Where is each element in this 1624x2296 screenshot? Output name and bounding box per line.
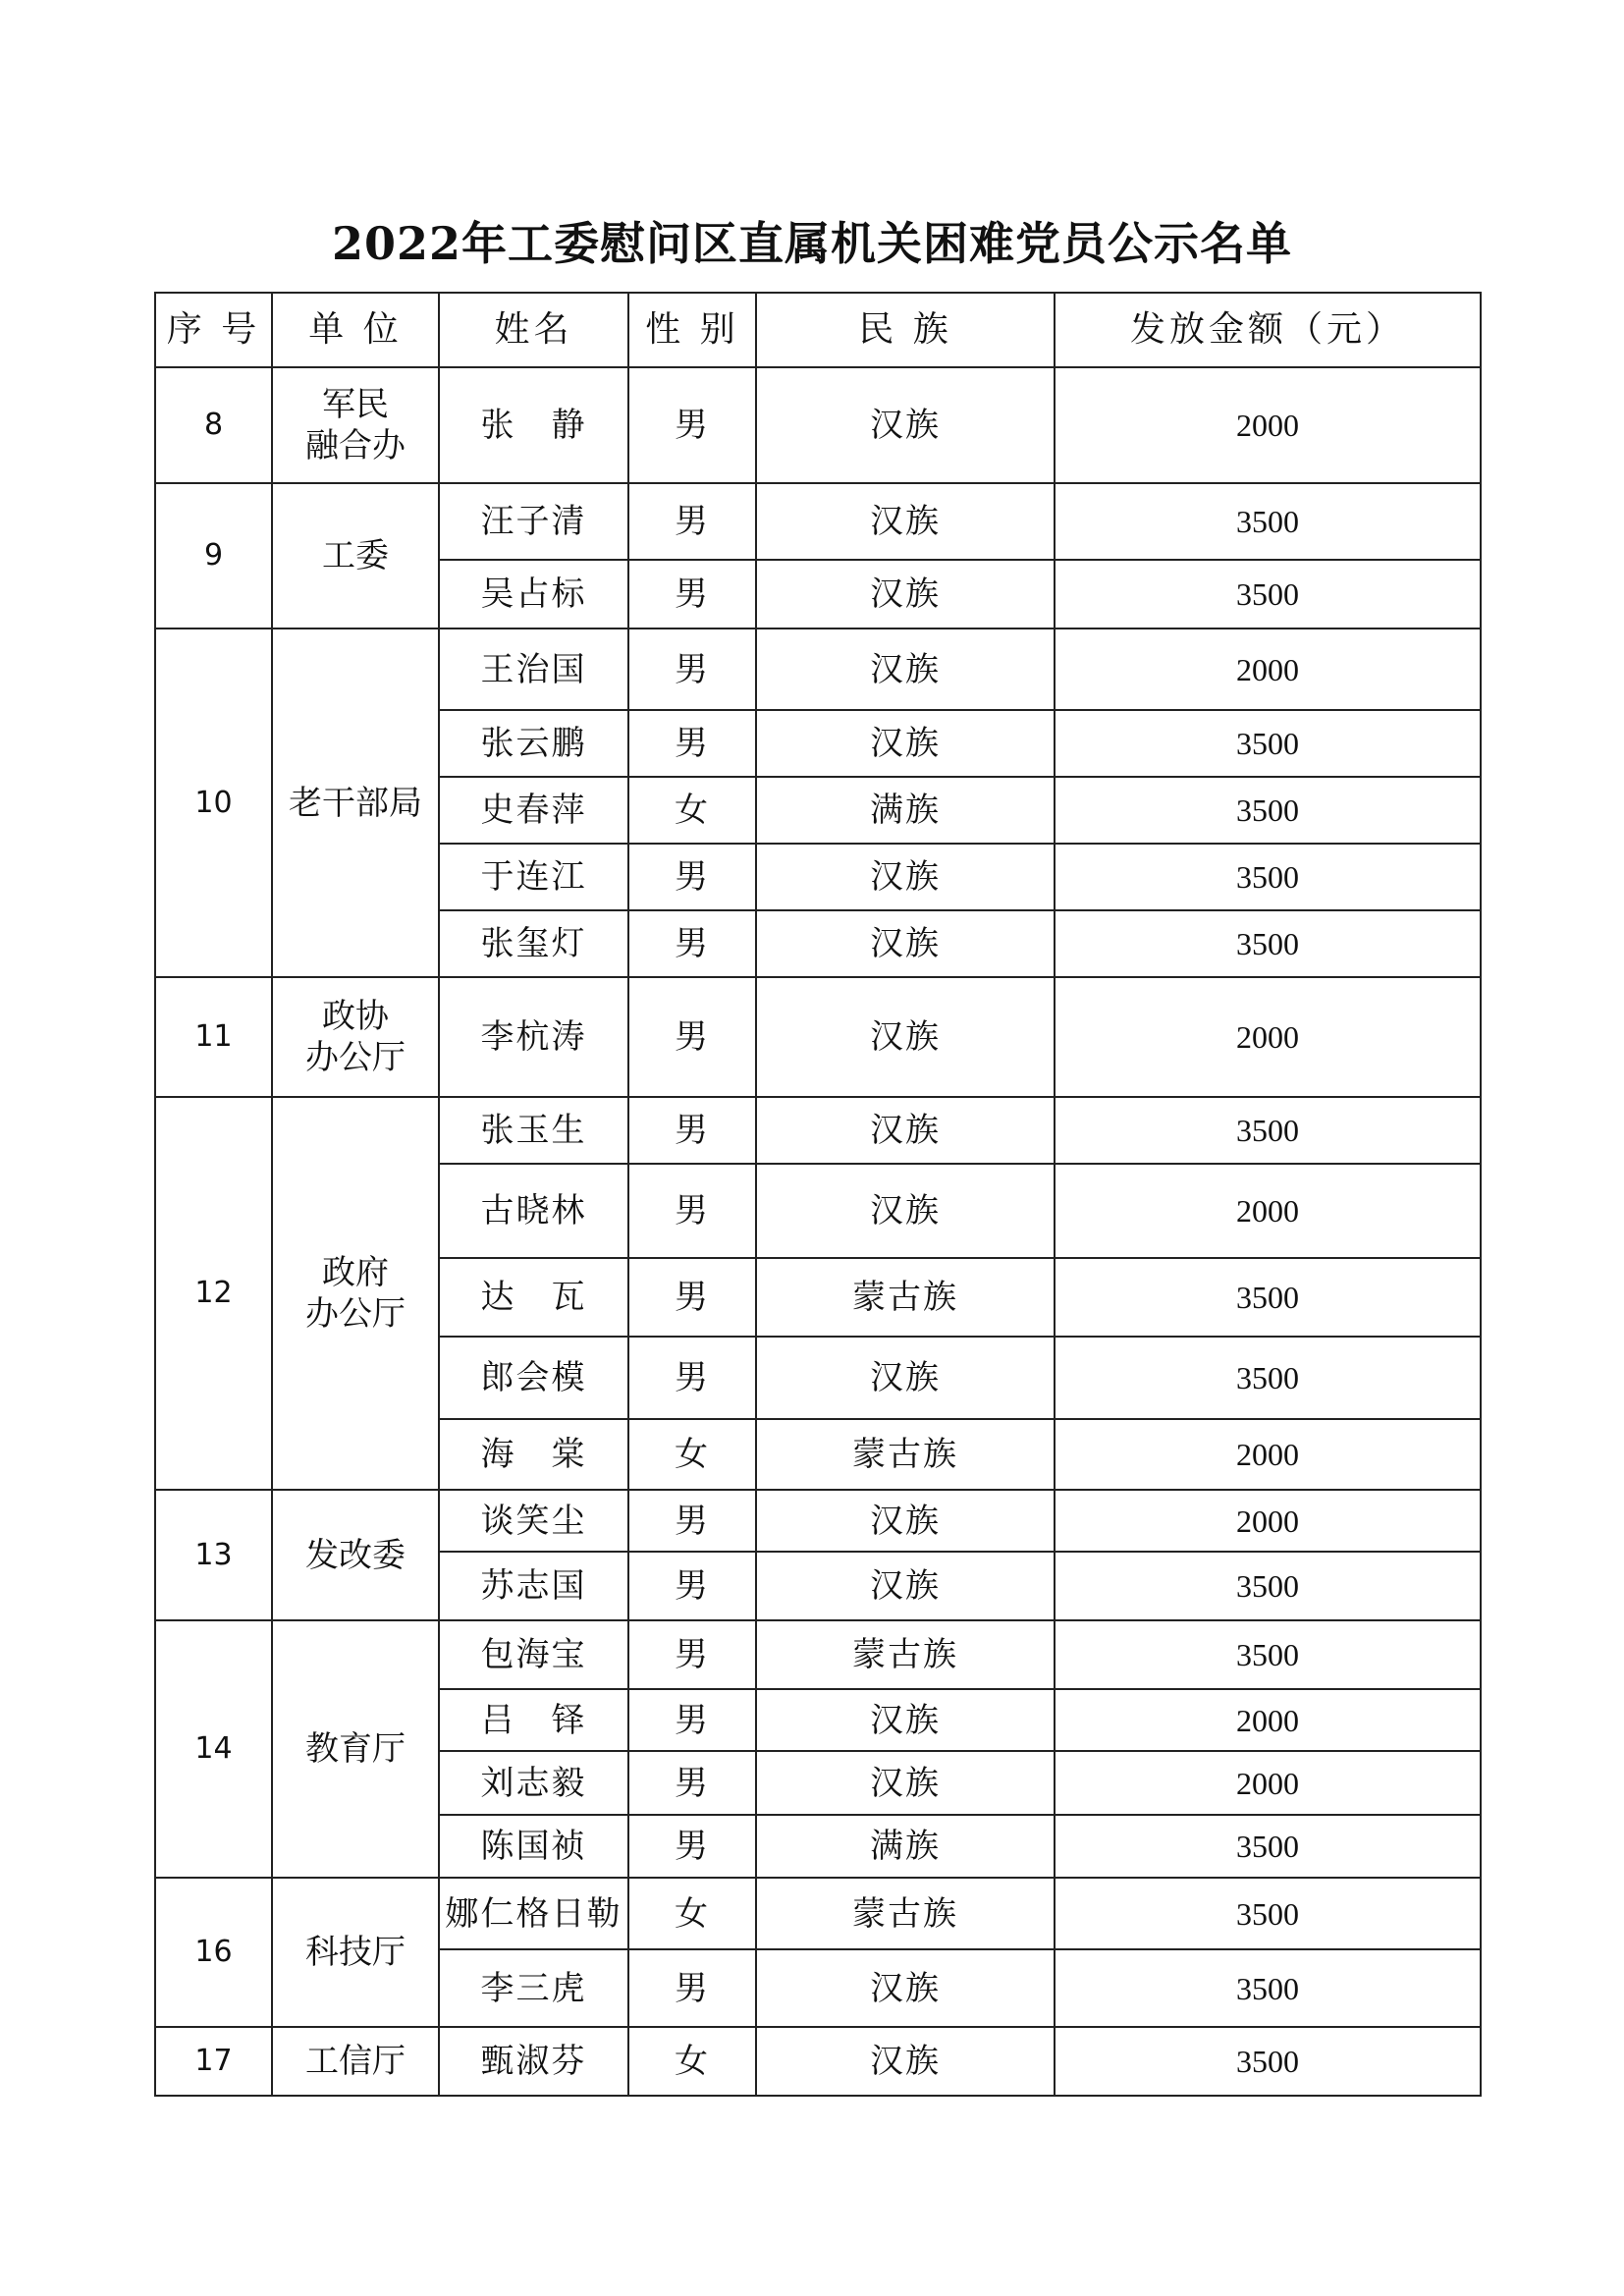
cell-name: 史春萍 <box>439 777 628 844</box>
cell-amount: 3500 <box>1055 1337 1481 1419</box>
cell-gender: 男 <box>628 1097 756 1164</box>
unit-line: 老干部局 <box>289 783 422 823</box>
cell-amount: 3500 <box>1055 1878 1481 1949</box>
cell-name: 古晓林 <box>439 1164 628 1258</box>
cell-amount: 3500 <box>1055 910 1481 977</box>
cell-gender: 男 <box>628 483 756 560</box>
cell-gender: 男 <box>628 1164 756 1258</box>
cell-ethnic: 汉族 <box>756 977 1055 1097</box>
cell-ethnic: 蒙古族 <box>756 1620 1055 1689</box>
cell-ethnic: 汉族 <box>756 1552 1055 1620</box>
cell-amount: 3500 <box>1055 2027 1481 2096</box>
recipient-table <box>154 292 1482 2097</box>
cell-seq: 16 <box>155 1878 272 2027</box>
cell-unit <box>272 367 439 483</box>
cell-amount: 2000 <box>1055 1689 1481 1751</box>
cell-unit <box>272 1620 439 1878</box>
cell-ethnic: 汉族 <box>756 844 1055 910</box>
cell-ethnic: 汉族 <box>756 1337 1055 1419</box>
table-row <box>155 2027 1481 2096</box>
cell-amount: 3500 <box>1055 1815 1481 1878</box>
cell-gender: 男 <box>628 629 756 710</box>
cell-name: 于连江 <box>439 844 628 910</box>
cell-name: 王治国 <box>439 629 628 710</box>
cell-gender: 男 <box>628 1620 756 1689</box>
cell-gender: 男 <box>628 367 756 483</box>
table-row <box>155 1097 1481 1164</box>
cell-gender: 男 <box>628 1490 756 1552</box>
cell-ethnic: 蒙古族 <box>756 1878 1055 1949</box>
cell-name: 刘志毅 <box>439 1751 628 1815</box>
cell-name: 李杭涛 <box>439 977 628 1097</box>
cell-ethnic: 蒙古族 <box>756 1258 1055 1337</box>
cell-gender: 男 <box>628 1689 756 1751</box>
cell-amount: 3500 <box>1055 777 1481 844</box>
cell-unit <box>272 1878 439 2027</box>
table-row <box>155 1490 1481 1552</box>
cell-name: 谈笑尘 <box>439 1490 628 1552</box>
header-amount: 发放金额（元） <box>1055 293 1481 367</box>
cell-gender: 男 <box>628 844 756 910</box>
cell-amount: 2000 <box>1055 1419 1481 1490</box>
unit-line: 政府 <box>322 1253 389 1292</box>
cell-gender: 男 <box>628 1815 756 1878</box>
unit-line: 工委 <box>322 536 389 575</box>
unit-line: 科技厅 <box>305 1933 406 1972</box>
cell-name: 吕 铎 <box>439 1689 628 1751</box>
cell-name: 张 静 <box>439 367 628 483</box>
table-row <box>155 629 1481 710</box>
cell-amount: 3500 <box>1055 483 1481 560</box>
cell-name: 苏志国 <box>439 1552 628 1620</box>
cell-seq: 13 <box>155 1490 272 1620</box>
cell-ethnic: 蒙古族 <box>756 1419 1055 1490</box>
header-unit: 单 位 <box>272 293 439 367</box>
cell-gender: 女 <box>628 1419 756 1490</box>
cell-gender: 男 <box>628 977 756 1097</box>
cell-seq: 9 <box>155 483 272 629</box>
cell-seq: 10 <box>155 629 272 977</box>
cell-ethnic: 满族 <box>756 1815 1055 1878</box>
table-header-row <box>155 293 1481 367</box>
cell-amount: 3500 <box>1055 1552 1481 1620</box>
unit-line: 发改委 <box>305 1535 406 1575</box>
unit-line: 办公厅 <box>305 1294 406 1334</box>
cell-seq: 17 <box>155 2027 272 2096</box>
cell-amount: 2000 <box>1055 977 1481 1097</box>
cell-ethnic: 汉族 <box>756 1751 1055 1815</box>
cell-seq: 8 <box>155 367 272 483</box>
cell-amount: 2000 <box>1055 1751 1481 1815</box>
unit-line: 教育厅 <box>305 1729 406 1769</box>
document-title: 2022年工委慰问区直属机关困难党员公示名单 <box>331 217 1293 270</box>
cell-amount: 2000 <box>1055 629 1481 710</box>
cell-gender: 男 <box>628 1552 756 1620</box>
cell-gender: 男 <box>628 1949 756 2027</box>
cell-ethnic: 汉族 <box>756 1949 1055 2027</box>
cell-gender: 男 <box>628 560 756 629</box>
cell-unit <box>272 977 439 1097</box>
cell-ethnic: 汉族 <box>756 1689 1055 1751</box>
cell-gender: 男 <box>628 1258 756 1337</box>
cell-unit <box>272 1097 439 1490</box>
cell-ethnic: 汉族 <box>756 710 1055 777</box>
header-name: 姓名 <box>439 293 628 367</box>
cell-amount: 3500 <box>1055 1258 1481 1337</box>
header-ethnic: 民 族 <box>756 293 1055 367</box>
table-row <box>155 977 1481 1097</box>
cell-seq: 12 <box>155 1097 272 1490</box>
cell-gender: 女 <box>628 777 756 844</box>
cell-name: 吴占标 <box>439 560 628 629</box>
table-row <box>155 483 1481 560</box>
cell-amount: 3500 <box>1055 710 1481 777</box>
cell-name: 包海宝 <box>439 1620 628 1689</box>
cell-name: 张玺灯 <box>439 910 628 977</box>
cell-amount: 3500 <box>1055 844 1481 910</box>
cell-ethnic: 汉族 <box>756 560 1055 629</box>
cell-ethnic: 汉族 <box>756 1164 1055 1258</box>
cell-name: 达 瓦 <box>439 1258 628 1337</box>
cell-ethnic: 汉族 <box>756 2027 1055 2096</box>
cell-ethnic: 汉族 <box>756 367 1055 483</box>
cell-ethnic: 汉族 <box>756 1097 1055 1164</box>
cell-amount: 3500 <box>1055 1097 1481 1164</box>
cell-amount: 2000 <box>1055 367 1481 483</box>
cell-name: 甄淑芬 <box>439 2027 628 2096</box>
header-gender: 性 别 <box>628 293 756 367</box>
cell-unit <box>272 629 439 977</box>
cell-gender: 男 <box>628 1337 756 1419</box>
cell-ethnic: 满族 <box>756 777 1055 844</box>
cell-seq: 14 <box>155 1620 272 1878</box>
cell-unit <box>272 1490 439 1620</box>
unit-line: 工信厅 <box>305 2042 406 2081</box>
cell-amount: 2000 <box>1055 1490 1481 1552</box>
cell-name: 李三虎 <box>439 1949 628 2027</box>
unit-line: 政协 <box>322 997 389 1036</box>
unit-line: 军民 <box>322 385 389 424</box>
table-body <box>155 367 1481 2096</box>
cell-name: 海 棠 <box>439 1419 628 1490</box>
cell-gender: 男 <box>628 910 756 977</box>
cell-name: 郎会模 <box>439 1337 628 1419</box>
cell-ethnic: 汉族 <box>756 910 1055 977</box>
unit-line: 融合办 <box>305 426 406 465</box>
cell-name: 汪子清 <box>439 483 628 560</box>
table-row <box>155 1878 1481 1949</box>
cell-amount: 2000 <box>1055 1164 1481 1258</box>
table-row <box>155 367 1481 483</box>
cell-amount: 3500 <box>1055 1620 1481 1689</box>
header-seq: 序 号 <box>155 293 272 367</box>
cell-ethnic: 汉族 <box>756 483 1055 560</box>
cell-ethnic: 汉族 <box>756 1490 1055 1552</box>
table-row <box>155 1620 1481 1689</box>
cell-name: 娜仁格日勒 <box>439 1878 628 1949</box>
cell-gender: 男 <box>628 710 756 777</box>
cell-name: 张云鹏 <box>439 710 628 777</box>
cell-ethnic: 汉族 <box>756 629 1055 710</box>
unit-line: 办公厅 <box>305 1038 406 1077</box>
cell-amount: 3500 <box>1055 1949 1481 2027</box>
cell-seq: 11 <box>155 977 272 1097</box>
cell-name: 张玉生 <box>439 1097 628 1164</box>
cell-gender: 男 <box>628 1751 756 1815</box>
cell-name: 陈国祯 <box>439 1815 628 1878</box>
cell-gender: 女 <box>628 2027 756 2096</box>
cell-unit <box>272 2027 439 2096</box>
cell-gender: 女 <box>628 1878 756 1949</box>
cell-amount: 3500 <box>1055 560 1481 629</box>
cell-unit <box>272 483 439 629</box>
